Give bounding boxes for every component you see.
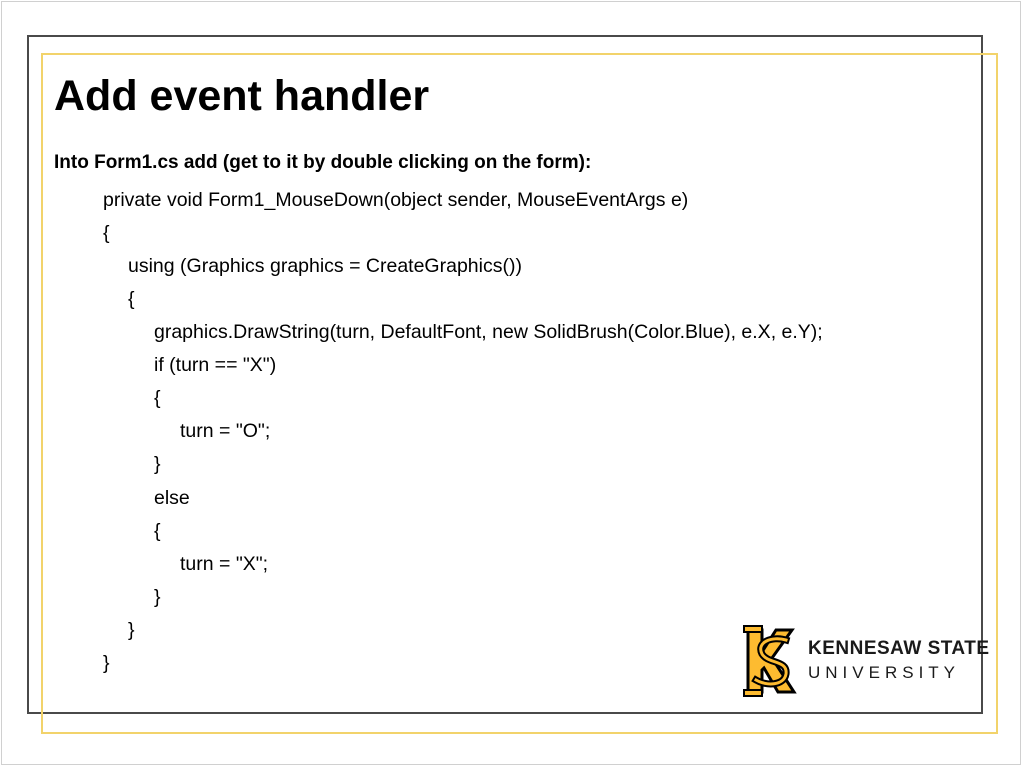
code-line: using (Graphics graphics = CreateGraphics()) [128,255,522,277]
code-line: { [154,520,161,542]
slide-intro-text: Into Form1.cs add (get to it by double clicking on the form): [54,152,592,173]
code-line: { [128,288,135,310]
code-line: { [154,387,161,409]
slide-title: Add event handler [54,72,430,120]
code-line: } [154,586,161,608]
logo-line-1: KENNESAW STATE [808,638,990,659]
code-line: turn = "O"; [180,420,271,442]
code-line: if (turn == "X") [154,354,277,376]
code-line: } [103,652,110,674]
code-line: turn = "X"; [180,553,269,575]
code-line: } [128,619,135,641]
university-logo [742,624,990,698]
code-line: } [154,453,161,475]
code-line: graphics.DrawString(turn, DefaultFont, new SolidBrush(Color.Blue), e.X, e.Y); [154,321,823,343]
ks-monogram-icon [742,624,802,698]
code-line: else [154,487,190,509]
code-line: { [103,222,110,244]
logo-line-2: UNIVERSITY [808,663,961,682]
code-line: private void Form1_MouseDown(object sender, MouseEventArgs e) [103,189,689,211]
